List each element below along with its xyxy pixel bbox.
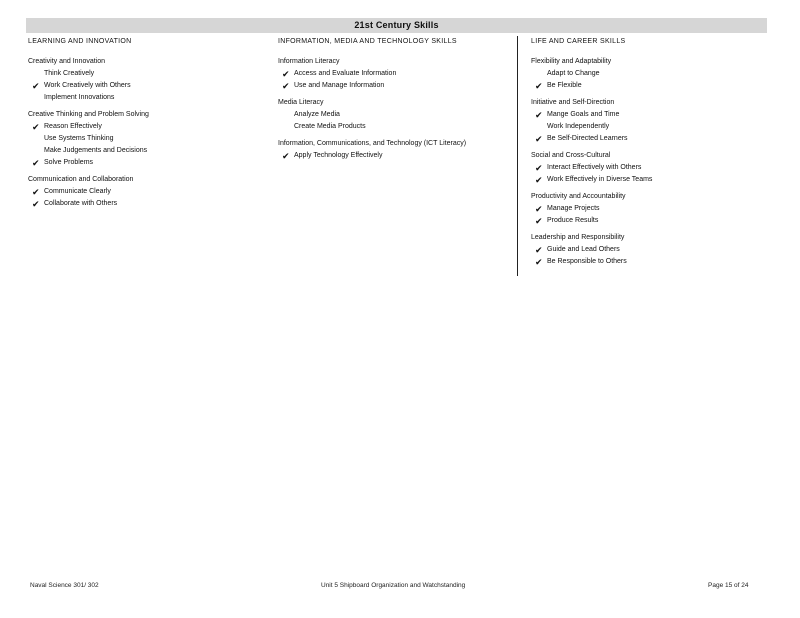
skill-item-label: Implement Innovations bbox=[44, 94, 115, 101]
checkmark-icon: ✔ bbox=[535, 245, 543, 255]
skill-item bbox=[531, 121, 771, 133]
skill-item bbox=[531, 80, 771, 92]
skill-item bbox=[28, 145, 268, 157]
skill-group-title: Initiative and Self-Direction bbox=[531, 99, 615, 106]
skill-group-title: Social and Cross-Cultural bbox=[531, 152, 611, 159]
page-title: 21st Century Skills bbox=[354, 20, 439, 30]
skill-item bbox=[28, 198, 268, 210]
skill-item-label: Reason Effectively bbox=[44, 123, 102, 130]
skill-item-label: Make Judgements and Decisions bbox=[44, 147, 148, 154]
skill-item bbox=[531, 174, 771, 186]
column-heading: INFORMATION, MEDIA AND TECHNOLOGY SKILLS bbox=[278, 38, 457, 45]
footer-page-number: Page 15 of 24 bbox=[708, 582, 749, 589]
skill-item-label: Guide and Lead Others bbox=[547, 246, 620, 253]
skill-group-title: Information Literacy bbox=[278, 58, 340, 65]
skill-group bbox=[531, 232, 771, 268]
skill-item-label: Solve Problems bbox=[44, 159, 94, 166]
skill-item bbox=[278, 80, 518, 92]
checkmark-icon: ✔ bbox=[32, 199, 40, 209]
skill-item bbox=[531, 244, 771, 256]
skill-item bbox=[28, 121, 268, 133]
skill-item-label: Work Creatively with Others bbox=[44, 82, 131, 89]
skill-item bbox=[28, 68, 268, 80]
checkmark-icon: ✔ bbox=[535, 163, 543, 173]
column-information-media-technology bbox=[278, 36, 518, 167]
checkmark-icon: ✔ bbox=[535, 110, 543, 120]
skill-item bbox=[278, 68, 518, 80]
checkmark-icon: ✔ bbox=[282, 81, 290, 91]
skill-item-label: Use Systems Thinking bbox=[44, 135, 114, 142]
skill-item bbox=[28, 186, 268, 198]
skill-item bbox=[531, 68, 771, 80]
skill-item bbox=[28, 92, 268, 104]
checkmark-icon: ✔ bbox=[32, 158, 40, 168]
skill-group bbox=[28, 174, 268, 210]
checkmark-icon: ✔ bbox=[32, 187, 40, 197]
skill-group bbox=[531, 56, 771, 92]
skill-item-label: Think Creatively bbox=[44, 70, 95, 77]
footer-course: Naval Science 301/ 302 bbox=[30, 582, 99, 589]
skill-group bbox=[531, 97, 771, 145]
skill-item bbox=[531, 256, 771, 268]
checkmark-icon: ✔ bbox=[535, 134, 543, 144]
skill-item bbox=[531, 133, 771, 145]
checkmark-icon: ✔ bbox=[535, 216, 543, 226]
column-learning-innovation bbox=[28, 36, 268, 215]
column-heading: LEARNING AND INNOVATION bbox=[28, 38, 132, 45]
page-title-bar bbox=[26, 18, 767, 33]
skill-item-label: Collaborate with Others bbox=[44, 200, 118, 207]
skill-group bbox=[28, 109, 268, 169]
skill-group bbox=[28, 56, 268, 104]
skill-item bbox=[28, 157, 268, 169]
skill-item-label: Adapt to Change bbox=[547, 70, 600, 77]
skill-item bbox=[278, 150, 518, 162]
skill-item bbox=[531, 109, 771, 121]
skill-item-label: Access and Evaluate Information bbox=[294, 70, 397, 77]
skill-item bbox=[278, 121, 518, 133]
skill-group-title: Flexibility and Adaptability bbox=[531, 58, 612, 65]
skill-item-label: Be Self-Directed Learners bbox=[547, 135, 628, 142]
skill-item bbox=[28, 133, 268, 145]
skill-item-label: Create Media Products bbox=[294, 123, 366, 130]
checkmark-icon: ✔ bbox=[32, 122, 40, 132]
skill-item bbox=[531, 203, 771, 215]
checkmark-icon: ✔ bbox=[535, 81, 543, 91]
checkmark-icon: ✔ bbox=[32, 81, 40, 91]
skill-group-title: Productivity and Accountability bbox=[531, 193, 626, 200]
skill-group-title: Leadership and Responsibility bbox=[531, 234, 625, 241]
skill-item-label: Manage Projects bbox=[547, 205, 600, 212]
column-heading: LIFE AND CAREER SKILLS bbox=[531, 38, 626, 45]
skill-item-label: Use and Manage Information bbox=[294, 82, 385, 89]
skill-item-label: Analyze Media bbox=[294, 111, 340, 118]
checkmark-icon: ✔ bbox=[282, 69, 290, 79]
skill-group bbox=[278, 56, 518, 92]
skill-item bbox=[531, 215, 771, 227]
skill-item-label: Work Independently bbox=[547, 123, 610, 130]
skill-item-label: Be Flexible bbox=[547, 82, 582, 89]
skill-item-label: Produce Results bbox=[547, 217, 599, 224]
skill-item bbox=[278, 109, 518, 121]
skill-group bbox=[531, 191, 771, 227]
skill-group-title: Communication and Collaboration bbox=[28, 176, 134, 183]
skill-group-title: Creative Thinking and Problem Solving bbox=[28, 111, 149, 118]
column-divider bbox=[517, 36, 518, 276]
skill-group-title: Creativity and Innovation bbox=[28, 58, 106, 65]
checkmark-icon: ✔ bbox=[535, 257, 543, 267]
skill-item-label: Work Effectively in Diverse Teams bbox=[547, 176, 653, 183]
skill-group bbox=[531, 150, 771, 186]
skill-item-label: Mange Goals and Time bbox=[547, 111, 620, 118]
checkmark-icon: ✔ bbox=[535, 204, 543, 214]
skill-group-title: Media Literacy bbox=[278, 99, 324, 106]
skill-item-label: Apply Technology Effectively bbox=[294, 152, 383, 159]
skill-item-label: Be Responsible to Others bbox=[547, 258, 627, 265]
skill-item bbox=[28, 80, 268, 92]
skill-group bbox=[278, 138, 518, 162]
skill-group-title: Information, Communications, and Technology (ICT Literacy) bbox=[278, 140, 467, 147]
skill-item-label: Interact Effectively with Others bbox=[547, 164, 642, 171]
skill-item-label: Communicate Clearly bbox=[44, 188, 111, 195]
checkmark-icon: ✔ bbox=[282, 151, 290, 161]
column-life-career bbox=[531, 36, 771, 273]
skill-group bbox=[278, 97, 518, 133]
skill-item bbox=[531, 162, 771, 174]
checkmark-icon: ✔ bbox=[535, 175, 543, 185]
footer-unit: Unit 5 Shipboard Organization and Watchstanding bbox=[321, 582, 466, 589]
